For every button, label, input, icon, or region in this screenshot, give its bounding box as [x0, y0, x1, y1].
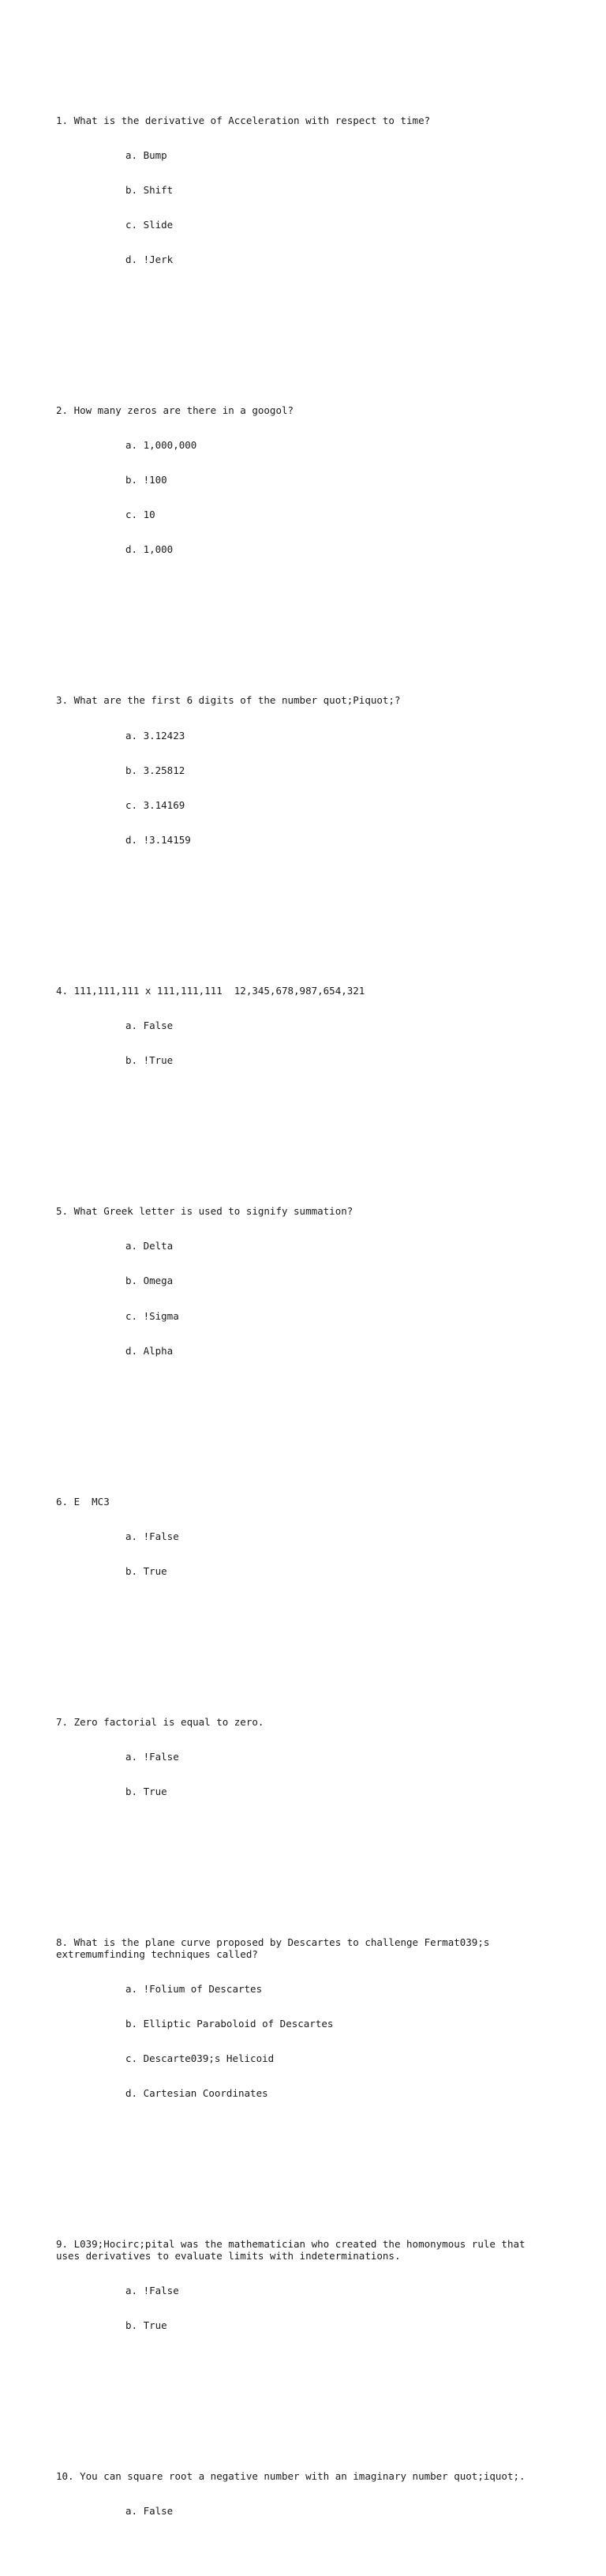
question-text: 4. 111,111,111 x 111,111,111 12,345,678,987,654,321: [56, 984, 365, 997]
question-9: [56, 2216, 577, 2355]
answer-option: a. False: [125, 1020, 174, 1032]
question-text: 2. How many zeros are there in a googol?: [56, 404, 294, 416]
answer-option: a. Delta: [125, 1240, 174, 1252]
question-text: 5. What Greek letter is used to signify summation?: [56, 1205, 354, 1218]
answer-option: b. 3.25812: [125, 764, 185, 776]
question-10: [56, 2448, 577, 2541]
answer-option: b. !100: [125, 474, 167, 486]
question-spacer: [56, 1113, 577, 1148]
answer-option: b. Elliptic Paraboloid of Descartes: [125, 2018, 334, 2030]
question-2: [56, 382, 577, 580]
question-3: [56, 672, 577, 869]
question-spacer: [56, 892, 577, 927]
question-text: 8. What is the plane curve proposed by Descartes to challenge Fermat039;s extremumfinding techniques called?: [56, 1936, 490, 1960]
question-6: [56, 1473, 577, 1601]
question-spacer: [56, 603, 577, 637]
answer-option: d. !3.14159: [125, 833, 191, 846]
question-7: [56, 1693, 577, 1821]
answer-option: c. 3.14169: [125, 798, 185, 811]
question-spacer: [56, 312, 577, 347]
question-spacer: [56, 1624, 577, 1658]
quiz-document: [56, 57, 577, 2576]
answer-option: d. 1,000: [125, 543, 174, 556]
answer-option: a. False: [125, 2505, 174, 2518]
question-spacer: [56, 2146, 577, 2181]
answer-option: b. True: [125, 2319, 167, 2332]
answer-option: b. !True: [125, 1054, 174, 1067]
question-text: 6. E MC3: [56, 1495, 110, 1508]
question-text: 3. What are the first 6 digits of the number quot;Piquot;?: [56, 694, 401, 707]
question-8: [56, 1914, 577, 2124]
answer-option: b. True: [125, 1786, 167, 1798]
question-spacer: [56, 1403, 577, 1438]
answer-option: b. True: [125, 1564, 167, 1577]
answer-option: d. Alpha: [125, 1344, 174, 1357]
answer-option: c. Slide: [125, 218, 174, 231]
answer-option: a. 1,000,000: [125, 439, 197, 452]
question-5: [56, 1183, 577, 1380]
answer-option: c. 10: [125, 509, 155, 521]
answer-option: a. 3.12423: [125, 729, 185, 742]
question-text: 1. What is the derivative of Acceleration with respect to time?: [56, 114, 431, 126]
answer-option: c. !Sigma: [125, 1309, 179, 1322]
answer-option: d. Cartesian Coordinates: [125, 2087, 268, 2100]
answer-option: a. !Folium of Descartes: [125, 1982, 263, 1995]
question-text: 7. Zero factorial is equal to zero.: [56, 1715, 264, 1728]
question-4: [56, 963, 577, 1091]
answer-option: d. !Jerk: [125, 253, 174, 265]
question-text: 10. You can square root a negative number with an imaginary number quot;iquot;.: [56, 2470, 526, 2483]
question-spacer: [56, 2379, 577, 2413]
answer-option: b. Shift: [125, 183, 174, 196]
answer-option: a. !False: [125, 1751, 179, 1763]
question-text: 9. L039;Hocirc;pital was the mathematician who created the homonymous rule that uses derivatives to evaluate limits with indeterminations.: [56, 2238, 526, 2262]
question-spacer: [56, 1845, 577, 1879]
answer-option: a. Bump: [125, 148, 167, 161]
answer-option: a. !False: [125, 2285, 179, 2297]
question-1: [56, 92, 577, 289]
answer-option: c. Descarte039;s Helicoid: [125, 2052, 275, 2065]
answer-option: b. Omega: [125, 1275, 174, 1287]
answer-option: a. !False: [125, 1530, 179, 1542]
